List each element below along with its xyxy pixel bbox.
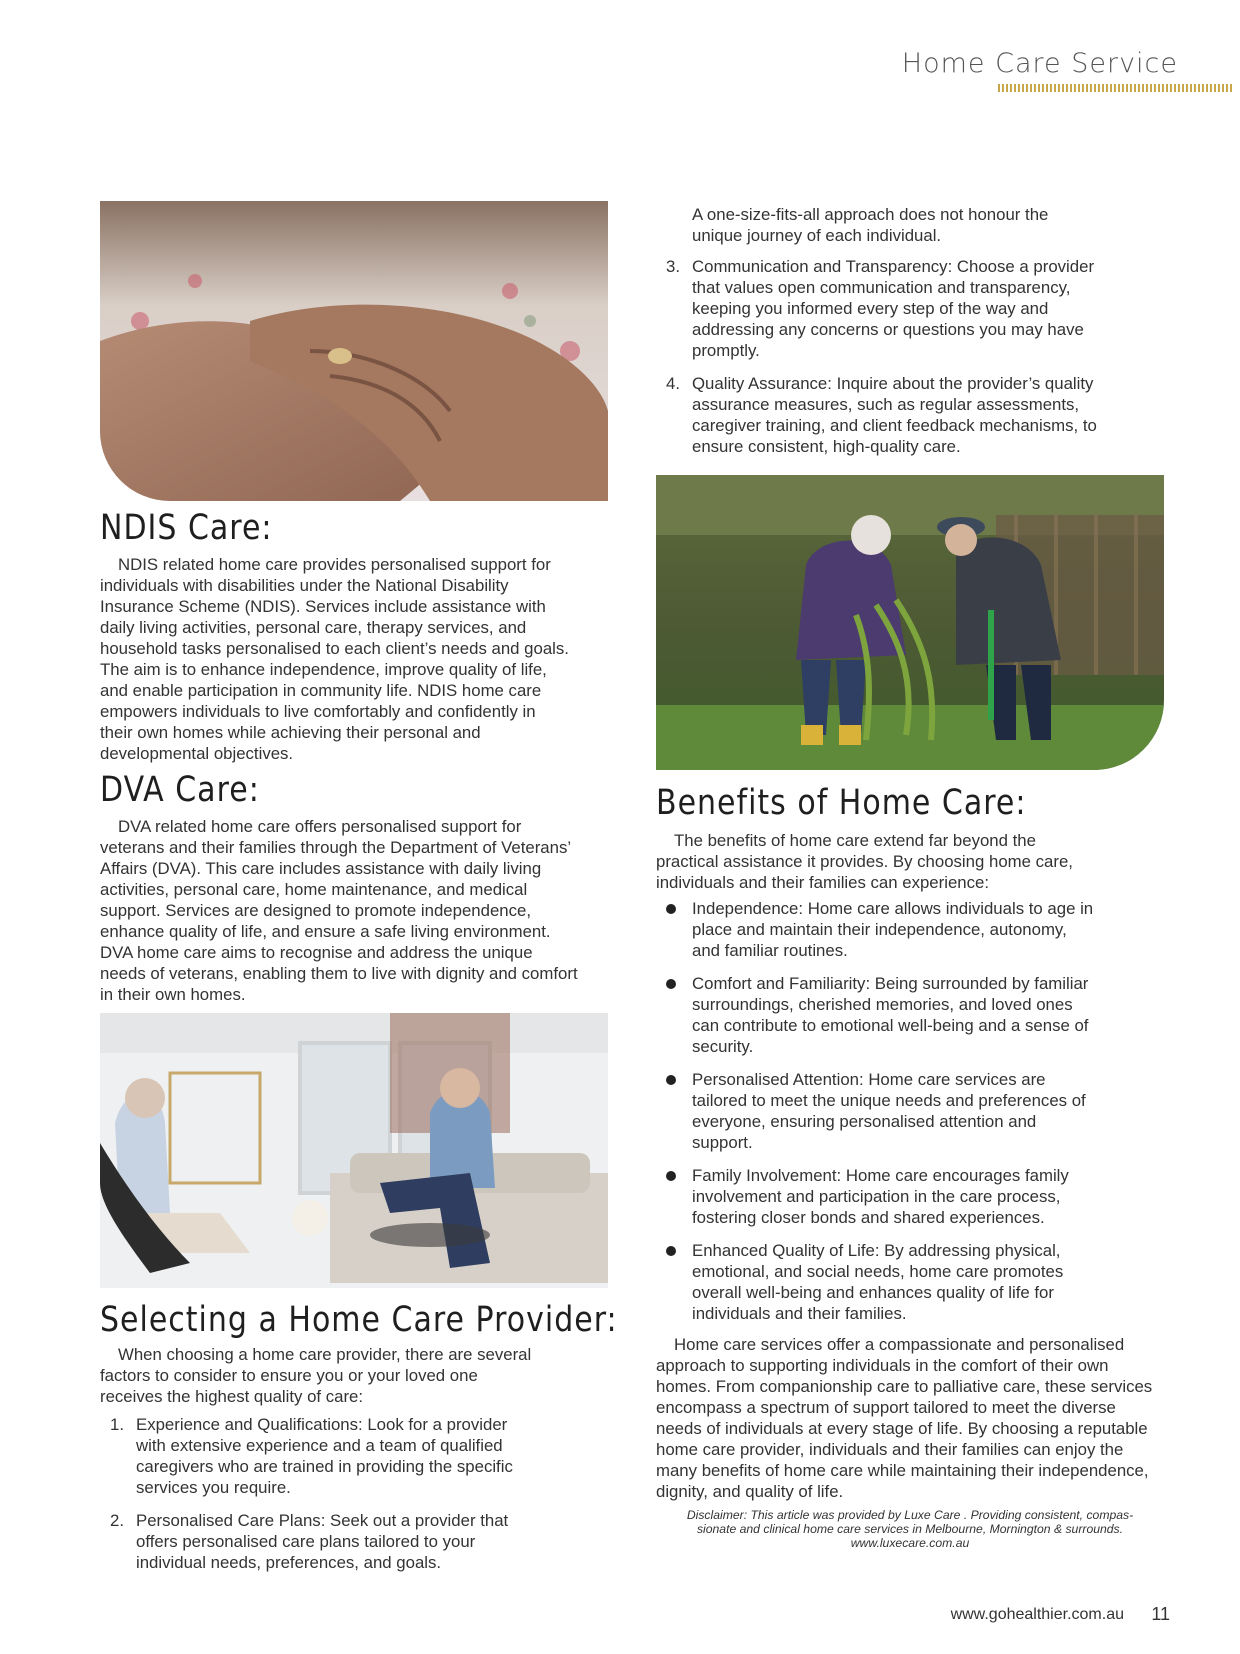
bullet-icon (656, 1069, 692, 1153)
bullet-icon (656, 1240, 692, 1324)
bullet-icon (656, 1165, 692, 1228)
selecting-list-continued (656, 256, 1126, 469)
ndis-body: NDIS related home care provides personalised support for individuals with disabilities under the National Disability Insurance Scheme (NDIS). Services include assistance with daily living activities, personal care, therapy services, and household tasks personalised to each client’s needs and goals. The aim is to enhance independence, improve quality of life, and enable participation in community life. NDIS home care empowers individuals to live comfortably and confidently in their own homes while achieving their personal and developmental objectives. (100, 555, 569, 763)
list-item (656, 256, 1126, 361)
list-item (100, 1414, 530, 1498)
disclaimer-url: www.luxecare.com.au (850, 1536, 970, 1550)
list-item-text: Communication and Transparency: Choose a provider that values open communication and transparency, keeping you informed every step of the way and addressing any concerns or questions you may have promptly. (692, 257, 1095, 360)
list-item-text: Quality Assurance: Inquire about the provider’s quality assurance measures, such as regular assessments, caregiver training, and client feedback mechanisms, to ensure consistent, high-quality care. (692, 374, 1097, 456)
list-item-text: Personalised Care Plans: Seek out a provider that offers personalised care plans tailored to your individual needs, preferences, and goals. (136, 1511, 509, 1572)
selecting-intro: When choosing a home care provider, there are several factors to consider to ensure you or your loved one receives the highest quality of care: (100, 1345, 532, 1406)
footer-url[interactable]: www.gohealthier.com.au (950, 1606, 1124, 1623)
selecting-heading: Selecting a Home Care Provider: (100, 1300, 618, 1341)
dva-body: DVA related home care offers personalised support for veterans and their families through the Department of Veterans’ Affairs (DVA). This care includes assistance with daily living activities, personal care, home maintenance, and medical support. Services are designed to promote independence, enhance quality of life, and ensure a safe living environment. DVA home care aims to recognise and address the unique needs of veterans, enabling them to live with dignity and comfort in their own homes. (100, 817, 578, 1004)
disclaimer (656, 1508, 1164, 1550)
ndis-heading: NDIS Care: (100, 508, 273, 549)
section-tag-rule (998, 84, 1234, 92)
list-item-text: Independence: Home care allows individuals to age in place and maintain their independence, autonomy, and familiar routines. (692, 899, 1094, 960)
benefits-list (656, 898, 1096, 1336)
list-number: 4. (666, 374, 680, 393)
two-seniors-gardening-photo (656, 475, 1164, 770)
list-item-text: Enhanced Quality of Life: By addressing physical, emotional, and social needs, home care promotes overall well-being and enhances quality of life for individuals and their families. (692, 1241, 1064, 1323)
list-number: 1. (110, 1415, 124, 1434)
disclaimer-line: Disclaimer: This article was provided by Luxe Care . Providing consistent, compas- (686, 1508, 1134, 1522)
list-item (656, 373, 1126, 457)
bullet-icon (656, 898, 692, 961)
dva-heading: DVA Care: (100, 770, 260, 811)
benefits-conclusion: Home care services offer a compassionate and personalised approach to supporting individuals in the comfort of their own homes. From companionship care to palliative care, these services encompass a spectrum of support tailored to meet the diverse needs of individuals at every stage of life. By choosing a reputable home care provider, individuals and their families can enjoy the many benefits of home care while maintaining their independence, dignity, and quality of life. (656, 1335, 1153, 1501)
senior-couple-living-room-photo (100, 1013, 608, 1288)
list-number: 2. (110, 1511, 124, 1530)
list-item (100, 1510, 530, 1573)
selecting-list (100, 1414, 530, 1585)
page-number: 11 (1151, 1604, 1170, 1624)
bullet-icon (656, 973, 692, 1057)
list-item-text: Personalised Attention: Home care services are tailored to meet the unique needs and preferences of everyone, ensuring personalised attention and support. (692, 1070, 1086, 1152)
list-item-text: Family Involvement: Home care encourages family involvement and participation in the care process, fostering closer bonds and shared experiences. (692, 1166, 1069, 1227)
list-number: 3. (666, 257, 680, 276)
list-item-text: Comfort and Familiarity: Being surrounded by familiar surroundings, cherished memories, and loved ones can contribute to emotional well-being and a sense of security. (692, 974, 1089, 1056)
elderly-hands-photo (100, 201, 608, 501)
selecting-continued: A one-size-fits-all approach does not honour the unique journey of each individual. (692, 205, 1049, 245)
section-tag: Home Care Service (901, 48, 1178, 79)
list-item (656, 1165, 1096, 1228)
list-item (656, 973, 1096, 1057)
list-item (656, 898, 1096, 961)
disclaimer-line: sionate and clinical home care services in Melbourne, Mornington & surrounds. (696, 1522, 1124, 1536)
benefits-heading: Benefits of Home Care: (656, 783, 1027, 824)
benefits-intro: The benefits of home care extend far beyond the practical assistance it provides. By choosing home care, individuals and their families can experience: (656, 831, 1073, 892)
list-item-text: Experience and Qualifications: Look for a provider with extensive experience and a team of qualified caregivers who are trained in providing the specific services you require. (136, 1415, 513, 1497)
list-item (656, 1240, 1096, 1324)
list-item (656, 1069, 1096, 1153)
